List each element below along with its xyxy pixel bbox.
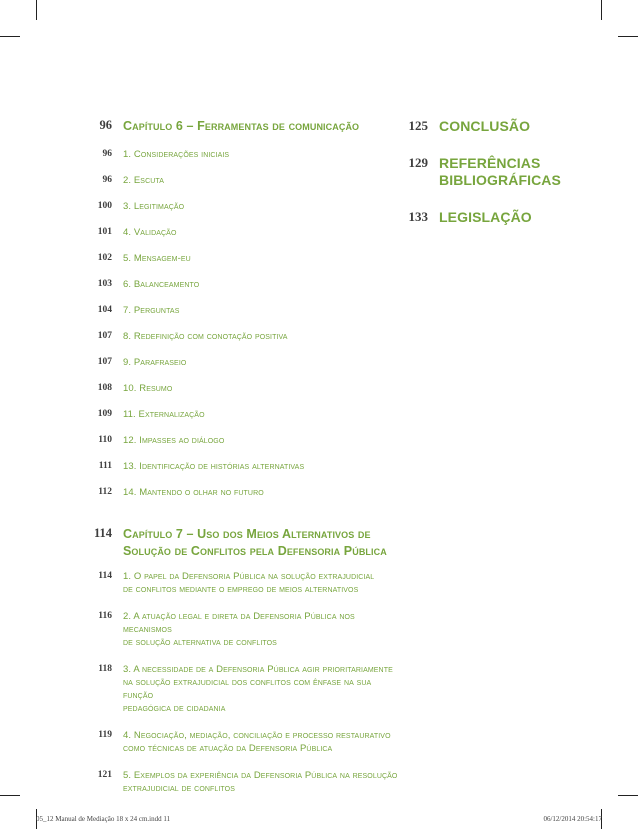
- section-title-line: de solução alternativa de conflitos: [123, 637, 277, 648]
- toc-item: [82, 356, 402, 382]
- toc-item: [82, 663, 402, 715]
- section-title: LEGISLAÇÃO: [439, 209, 532, 225]
- page-number: 112: [98, 487, 112, 497]
- page-number: 100: [97, 201, 112, 211]
- crop-mark-top-left-h: [0, 36, 20, 37]
- page-number: 107: [97, 357, 112, 367]
- section-title: 9. Parafraseio: [123, 357, 187, 368]
- toc-chapter-7: [82, 526, 402, 560]
- page-number: 96: [102, 175, 112, 185]
- chapter-7-items: [82, 570, 402, 795]
- toc-item: [82, 610, 402, 649]
- page-number: 96: [102, 149, 112, 159]
- page-number: 96: [99, 118, 112, 132]
- section-title-line: como técnicas de atuação da Defensoria Pública: [123, 743, 333, 754]
- section-title: [123, 570, 374, 596]
- page-number: 107: [97, 331, 112, 341]
- toc-item: [82, 304, 402, 330]
- page-number: 133: [408, 209, 428, 224]
- page-number: 110: [98, 435, 112, 445]
- section-title: [123, 663, 402, 715]
- toc-item: [82, 769, 402, 795]
- toc-item: [82, 382, 402, 408]
- section-title: [123, 769, 397, 795]
- crop-mark-top-left-v: [36, 0, 37, 20]
- toc-conclusion: [398, 118, 618, 135]
- page-number: 111: [98, 461, 112, 471]
- chapter-title-line-1: Capítulo 7 – Uso dos Meios Alternativos de: [123, 527, 371, 541]
- section-title: 11. Externalização: [123, 409, 205, 420]
- section-title: CONCLUSÃO: [439, 118, 531, 134]
- page-number: 103: [97, 279, 112, 289]
- section-title-line: 3. A necessidade de a Defensoria Pública agir prioritariamente: [123, 664, 393, 675]
- toc-item: [82, 434, 402, 460]
- page-number: 102: [97, 253, 112, 263]
- toc-item: [82, 226, 402, 252]
- section-title: 3. Legitimação: [123, 201, 185, 212]
- section-title-line: pedagógica de cidadania: [123, 703, 226, 714]
- toc-item: [82, 729, 402, 755]
- page-number: 125: [408, 118, 428, 133]
- section-title: 7. Perguntas: [123, 305, 180, 316]
- section-title-line: 1. O papel da Defensoria Pública na solução extrajudicial: [123, 571, 375, 582]
- toc-item: [82, 174, 402, 200]
- toc-item: [82, 330, 402, 356]
- toc-right-column: [398, 118, 618, 226]
- toc-item: [82, 486, 402, 512]
- section-title: 2. Escuta: [123, 175, 165, 186]
- section-title-line: de conflitos mediante o emprego de meios alternativos: [123, 584, 359, 595]
- toc-item: [82, 148, 402, 174]
- section-title: 4. Validação: [123, 227, 177, 238]
- page-number: 129: [408, 155, 428, 170]
- chapter-title-line-2: Solução de Conflitos pela Defensoria Pública: [123, 544, 387, 558]
- section-title: 8. Redefinição com conotação positiva: [123, 331, 288, 342]
- page-number: 114: [98, 571, 112, 581]
- toc-item: [82, 278, 402, 304]
- chapter-title: [123, 526, 387, 560]
- page-number: 108: [97, 383, 112, 393]
- section-title: [439, 155, 561, 189]
- crop-mark-bottom-left-h: [0, 795, 20, 796]
- toc-item: [82, 408, 402, 434]
- page-number: 121: [97, 770, 112, 780]
- toc-item: [82, 460, 402, 486]
- section-title-line: na solução extrajudicial dos conflitos com ênfase na sua função: [123, 677, 372, 701]
- slug-filename: 05_12 Manual de Mediação 18 x 24 cm.indd 11: [36, 815, 171, 823]
- page-number: 118: [98, 664, 112, 674]
- section-title: 13. Identificação de histórias alternativas: [123, 461, 305, 472]
- section-title-line: 4. Negociação, mediação, conciliação e processo restaurativo: [123, 730, 391, 741]
- toc-chapter-6: [82, 118, 402, 135]
- chapter-title: Capítulo 6 – Ferramentas de comunicação: [123, 119, 360, 133]
- toc-references: [398, 155, 618, 189]
- page-number: 101: [97, 227, 112, 237]
- section-title-line: 2. A atuação legal e direta da Defensoria Pública nos mecanismos: [123, 611, 355, 635]
- section-title: 1. Considerações iniciais: [123, 149, 230, 160]
- page-number: 104: [97, 305, 112, 315]
- page-number: 114: [93, 526, 112, 540]
- section-title: 6. Balanceamento: [123, 279, 200, 290]
- section-title-line: 5. Exemplos da experiência da Defensoria Pública na resolução: [123, 770, 398, 781]
- section-title: 10. Resumo: [123, 383, 173, 394]
- section-title: 5. Mensagem-eu: [123, 253, 191, 264]
- section-title-line: REFERÊNCIAS: [439, 155, 541, 171]
- section-title: 14. Mantendo o olhar no futuro: [123, 487, 264, 498]
- toc-item: [82, 200, 402, 226]
- crop-mark-top-right-v: [601, 0, 602, 20]
- toc-left-column: [82, 118, 402, 795]
- section-title: 12. Impasses ao diálogo: [123, 435, 225, 446]
- crop-mark-bottom-right-h: [618, 795, 638, 796]
- toc-item: [82, 252, 402, 278]
- page-number: 119: [98, 730, 112, 740]
- crop-mark-top-right-h: [618, 36, 638, 37]
- section-title-line: BIBLIOGRÁFICAS: [439, 172, 561, 188]
- section-title-line: extrajudicial de conflitos: [123, 783, 235, 794]
- chapter-6-items: [82, 148, 402, 512]
- toc-legislation: [398, 209, 618, 226]
- slug-timestamp: 06/12/2014 20:54:17: [543, 815, 602, 823]
- toc-item: [82, 570, 402, 596]
- page-number: 116: [98, 611, 112, 621]
- page-number: 109: [97, 409, 112, 419]
- section-title: [123, 729, 391, 755]
- section-title: [123, 610, 402, 649]
